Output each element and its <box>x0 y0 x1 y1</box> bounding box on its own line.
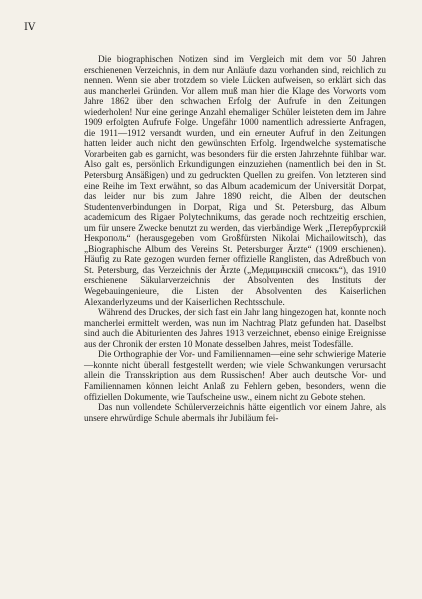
paragraph-printing: Während des Druckes, der sich fast ein Jahr lang hingezogen hat, konnte noch mancherlei ermittelt werden, was nun im Nachtrag Platz gefunden hat. Daselbst sind auch die Abiturienten des Jahres 1913 verzeichnet, ebenso einige Ereignisse aus der Chronik der ersten 10 Monate desselben Jahres, meist Todesfälle. <box>84 307 386 349</box>
paragraph-sources: Die biographischen Notizen sind im Vergleich mit dem vor 50 Jahren erschienenen Verzeichnis, in dem nur Anläufe dazu vorhanden sind, reichlich zu nennen. Wenn sie aber trotzdem so viele Lücken aufweisen, so erklärt sich das aus mancherlei Gründen. Vor allem muß man hier die Klage des Vorworts vom Jahre 1862 über den schwachen Erfolg der Aufrufe in den Zeitungen wiederholen! Nur eine geringe Anzahl ehemaliger Schüler leisteten dem im Jahre 1909 erfolgten Aufrufe Folge. Ungefähr 1000 namentlich adressierte Anfragen, die 1911—1912 versandt wurden, und ein erneuter Aufruf in den Zeitungen hatten leider auch nicht den gewünschten Erfolg. Irgendwelche systematische Vorarbeiten gab es garnicht, was besonders für die ersten Jahrzehnte fühlbar war. Also galt es, persönlich Erkundigungen einzuziehen (namentlich bei den in St. Petersburg Ansäßigen) und zu gedruckten Quellen zu greifen. Von letzteren sind eine Reihe im Text erwähnt, so das Album academicum der Universität Dorpat, das leider nur bis zum Jahre 1890 reicht, die Alben der deutschen Studentenverbindungen in Dorpat, Riga und St. Petersburg, das Album academicum des Rigaer Polytechnikums, das gerade noch rechtzeitig erschien, um für unsere Zwecke benutzt zu werden, das vierbändige Werk „Петербургскій Некрополь“ (herausgegeben vom Großfürsten Nikolai Michailowitsch), das „Biographische Album des Vereins St. Petersburger Ärzte“ (1909 erschienen). Häufig zu Rate gezogen wurden ferner offizielle Ranglisten, das Adreßbuch von St. Petersburg, das Verzeichnis der Ärzte („Медицинскій списокъ“), das 1910 erschienene Säkularverzeichnis der Absolventen des Instituts der Wegebauingenieure, die Listen der Absolventen des Kaiserlichen Alexanderlyzeums und der Kaiserlichen Rechtsschule. <box>84 54 386 307</box>
body-text <box>84 54 386 423</box>
paragraph-orthography: Die Orthographie der Vor- und Familiennamen—eine sehr schwierige Materie—konnte nicht überall festgestellt werden; wie viele Schwankungen verursacht allein die Transskription aus dem Russischen! Aber auch deutsche Vor- und Familiennamen können leicht Anlaß zu Fehlern geben, besonders, wenn die offiziellen Dokumente, wie Taufscheine usw., einem nicht zu Gebote stehen. <box>84 349 386 402</box>
paragraph-jubilee: Das nun vollendete Schülerverzeichnis hätte eigentlich vor einem Jahre, als unsere ehrwürdige Schule abermals ihr Jubiläum fei- <box>84 402 386 423</box>
page-number: IV <box>24 22 36 33</box>
